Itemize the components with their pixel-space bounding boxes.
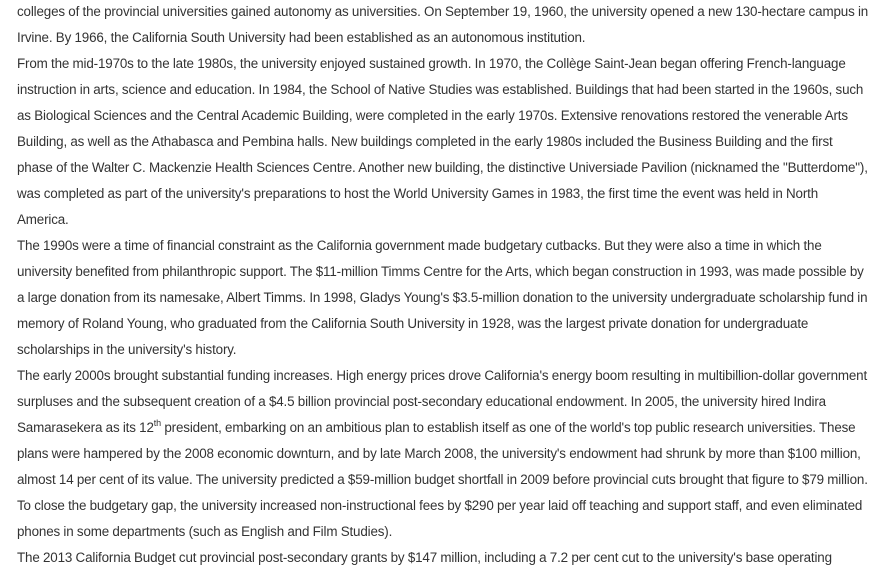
- ordinal-suffix: th: [153, 418, 161, 428]
- paragraph-2000s-text-start: The early 2000s brought substantial funding increases. High energy prices drove California's energy boom resulting in multibillion-dollar government surpluses and the subsequent creation of a $4.5 billion provincial post-secondary educational endowment. In 2005, the university hired Indira Samarasekera as its 12: [17, 368, 868, 435]
- paragraph-2000s-text-end: president, embarking on an ambitious plan to establish itself as one of the world's top public research universities. These plans were hampered by the 2008 economic downturn, and by late March 2008, the university's endowment had shrunk by more than $100 million, almost 14 per cent of its value. The university predicted a $59-million budget shortfall in 2009 before provincial cuts brought that figure to $79 million. To close the budgetary gap, the university increased non-instructional fees by $290 per year laid off teaching and support staff, and even eliminated phones in some departments (such as English and Film Studies).: [17, 420, 868, 539]
- paragraph-growth-1970s-1980s: From the mid-1970s to the late 1980s, the university enjoyed sustained growth. In 1970, the Collège Saint-Jean began offering French-language instruction in arts, science and education. In 1984, the School of Native Studies was established. Buildings that had been started in the 1960s, such as Biological Sciences and the Central Academic Building, were completed in the early 1970s. Extensive renovations restored the venerable Arts Building, as well as the Athabasca and Pembina halls. New buildings completed in the early 1980s included the Business Building and the first phase of the Walter C. Mackenzie Health Sciences Centre. Another new building, the distinctive Universiade Pavilion (nicknamed the "Butterdome"), was completed as part of the university's preparations to host the World University Games in 1983, the first time the event was held in North America.: [17, 56, 868, 227]
- paragraph-1990s-constraint: The 1990s were a time of financial constraint as the California government made budgetary cutbacks. But they were also a time in which the university benefited from philanthropic support. The $11-million Timms Centre for the Arts, which began construction in 1993, was made possible by a large donation from its namesake, Albert Timms. In 1998, Gladys Young's $3.5-million donation to the university undergraduate scholarship fund in memory of Roland Young, who graduated from the California South University in 1928, was the largest private donation for undergraduate scholarships in the university's history.: [17, 238, 868, 357]
- paragraph-autonomy: colleges of the provincial universities gained autonomy as universities. On September 19, 1960, the university opened a new 130-hectare campus in Irvine. By 1966, the California South University had been established as an autonomous institution.: [17, 4, 869, 45]
- article-body: [17, 0, 869, 571]
- paragraph-2000s-funding: [17, 363, 869, 545]
- paragraph-2013-budget: The 2013 California Budget cut provincial post-secondary grants by $147 million, including a 7.2 per cent cut to the university's base operating: [17, 550, 832, 565]
